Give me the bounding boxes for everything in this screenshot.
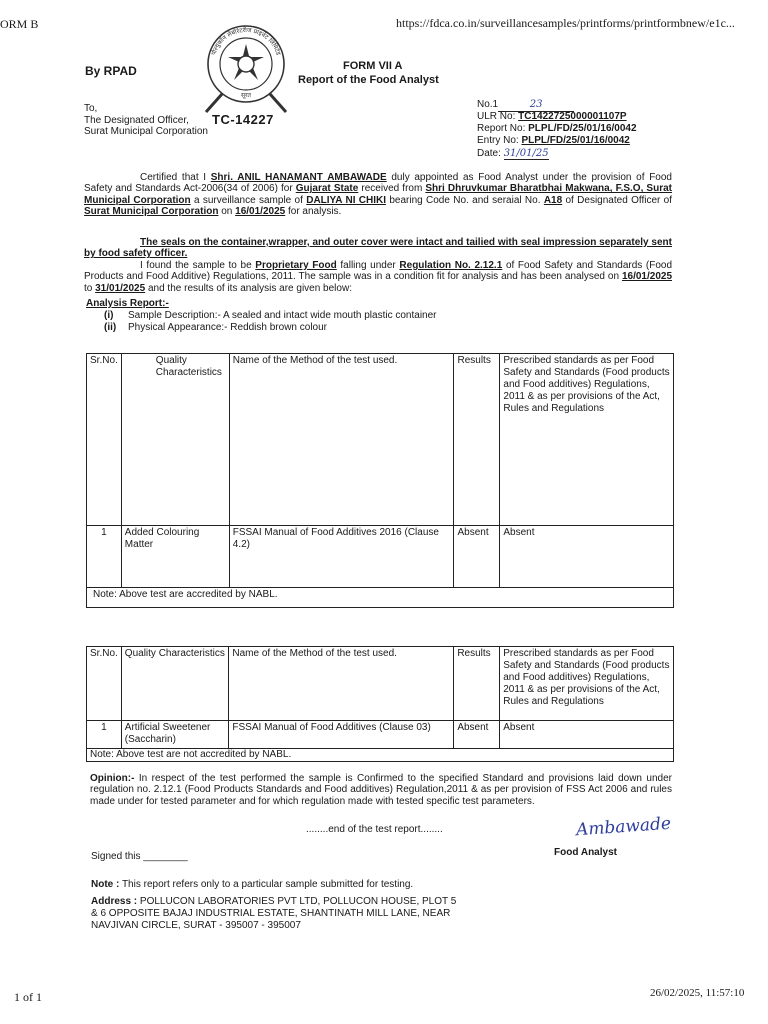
header-srno: Sr.No. — [87, 647, 122, 721]
sample-name: DALIYA NI CHIKI — [306, 194, 387, 206]
ref-number-value: 23 — [498, 99, 574, 112]
cell-quality: Added Colouring Matter — [121, 526, 229, 588]
lab-address — [91, 896, 456, 932]
dispatch-mode: By RPAD — [85, 64, 137, 78]
print-timestamp: 26/02/2025, 11:57:10 — [650, 987, 745, 999]
results-table-accredited — [86, 353, 674, 608]
state-name: Gujarat State — [295, 183, 359, 195]
ulr-number — [477, 111, 627, 123]
address-line-3: NAVJIVAN CIRCLE, SURAT - 395007 - 395007 — [91, 920, 301, 931]
cell-method: FSSAI Manual of Food Additives (Clause 03) — [229, 721, 454, 749]
report-value: PLPL/FD/25/01/16/0042 — [528, 123, 637, 134]
ulr-label: ULR No: — [477, 111, 516, 122]
cell-srno: 1 — [87, 526, 122, 588]
header-standard: Prescribed standards as per Food Safety and Standards (Food products and Food additives) Regulations, 2011 & as per provisions of the Act, Rules and Regulations — [500, 647, 674, 721]
received-date: 16/01/2025 — [235, 206, 286, 218]
entry-label: Entry No: — [477, 135, 519, 146]
cell-standard: Absent — [500, 526, 674, 588]
corporation-name: Surat Municipal Corporation — [84, 206, 219, 218]
header-standard: Prescribed standards as per Food Safety and Standards (Food products and Food additives) Regulations, 2011 & as per provisions of the Act, Rules and Regulations — [500, 354, 674, 526]
table-note: Note: Above test are accredited by NABL. — [87, 588, 674, 608]
table-header-row — [87, 354, 674, 526]
ref-number-label: No.1 — [477, 99, 499, 110]
signature-role: Food Analyst — [554, 847, 617, 858]
table-note-row — [87, 588, 674, 608]
footer-note-label: Note : — [91, 879, 120, 890]
cell-result: Absent — [454, 721, 500, 749]
seal-emblem-icon — [228, 44, 264, 80]
date-label: Date: — [477, 148, 501, 159]
seal-bottom-text: सूरत — [241, 92, 251, 99]
seal-ring-text: पोल्युकॉन लेबोरेटरीज प्राइवेट लिमिटेड — [210, 26, 282, 57]
footer-note-text: This report refers only to a particular sample submitted for testing. — [121, 879, 414, 890]
table-note: Note: Above test are not accredited by NABL. — [87, 749, 674, 762]
address-line-2: & 6 OPPOSITE BAJAJ INDUSTRIAL ESTATE, SHANTINATH MILL LANE, NEAR — [91, 908, 451, 919]
signed-this: Signed this ________ — [91, 851, 188, 862]
finding-paragraph: I found the sample to be Proprietary Food falling under Regulation No. 2.12.1 of Food Safety and Standards (Food Products and Food Additive) Regulations, 2011. The sample was in a condition fit for analysis and has been analysed on 16/01/2025 to 31/01/2025 and the results of its analysis are given below: — [84, 260, 673, 294]
food-category: Proprietary Food — [255, 260, 337, 271]
seals-statement: The seals on the container,wrapper, and outer cover were intact and tailied with seal impression separately sent by food safety officer. — [84, 237, 672, 260]
entry-number — [477, 135, 630, 147]
table-note-row — [87, 749, 674, 762]
analysis-item-1: (i) Sample Description:- A sealed and intact wide mouth plastic container — [104, 310, 437, 321]
lab-seal — [196, 22, 296, 120]
entry-value: PLPL/FD/25/01/16/0042 — [521, 135, 630, 146]
header-method: Name of the Method of the test used. — [229, 354, 454, 526]
cell-quality: Artificial Sweetener (Saccharin) — [121, 721, 229, 749]
address-label: Address : — [91, 896, 138, 907]
header-results: Results — [454, 647, 500, 721]
print-form-label: ORM B — [0, 17, 39, 31]
header-results: Results — [454, 354, 500, 526]
cell-method: FSSAI Manual of Food Additives 2016 (Clause 4.2) — [229, 526, 454, 588]
date-value: 31/01/25 — [503, 148, 549, 159]
analysis-heading: Analysis Report:- — [86, 298, 169, 309]
address-line-1: POLLUCON LABORATORIES PVT LTD, POLLUCON HOUSE, PLOT 5 — [139, 896, 457, 907]
analyst-name: Shri. ANIL HANAMANT AMBAWADE — [210, 172, 387, 183]
serial-number: A18 — [543, 194, 563, 206]
certificate-paragraph: Certified that I Shri. ANIL HANAMANT AMBAWADE duly appointed as Food Analyst under the provision of Food Safety and Standards Act-2006(34 of 2006) for Gujarat State received from Shri Dhruvkumar Bharatbhai Makwana, F.S.O, Surat Municipal Corporation a surveillance sample of DALIYA NI CHIKI bearing Code No. and seraial No. A18 of Designated Officer of Surat Municipal Corporation on 16/01/2025 for analysis. — [84, 172, 673, 218]
report-label: Report No: — [477, 123, 526, 134]
header-quality: Quality Characteristics — [121, 647, 229, 721]
report-date — [477, 148, 549, 160]
page-count: 1 of 1 — [14, 990, 42, 1004]
report-number — [477, 123, 637, 135]
officer-name: Shri Dhruvkumar Bharatbhai Makwana, F.S.O, Surat Municipal Corporation — [84, 183, 672, 206]
table-row — [87, 721, 674, 749]
opinion-text: In respect of the test performed the sample is Confirmed to the specified Standard and provisions laid down under regulation no. 2.12.1 (Food Products Standards and Food additives) Regulation,2011 & as per provision of FSS Act 2006 and rules made under for tested parameter and for which regulation made with tested specific test parameters. — [90, 773, 672, 807]
seal-number: TC-14227 — [212, 112, 274, 127]
results-table-non-accredited — [86, 646, 674, 762]
print-url: https://fdca.co.in/surveillancesamples/printforms/printformbnew/e1c... — [396, 16, 735, 30]
cell-standard: Absent — [500, 721, 674, 749]
table-header-row — [87, 647, 674, 721]
end-of-report: ........end of the test report........ — [306, 824, 443, 835]
analyst-signature: Ambawade — [575, 813, 672, 841]
ulr-value: TC1422725000001107P — [518, 111, 627, 122]
header-srno: Sr.No. — [87, 354, 122, 526]
regulation-number: Regulation No. 2.12.1 — [399, 260, 503, 271]
header-quality: Quality Characteristics — [121, 354, 229, 526]
footer-note — [91, 879, 413, 891]
opinion-paragraph — [90, 773, 672, 807]
header-method: Name of the Method of the test used. — [229, 647, 454, 721]
analysis-item-2: (ii) Physical Appearance:- Reddish brown colour — [104, 322, 327, 333]
addressee-to: To, — [84, 103, 98, 114]
table-row — [87, 526, 674, 588]
addressee-line-1: The Designated Officer, — [84, 115, 189, 126]
cell-srno: 1 — [87, 721, 122, 749]
cell-result: Absent — [454, 526, 500, 588]
form-number: FORM VII A — [343, 60, 403, 72]
analysis-to-date: 31/01/2025 — [95, 282, 146, 294]
report-title: Report of the Food Analyst — [298, 74, 439, 86]
analysis-from-date: 16/01/2025 — [621, 271, 673, 283]
opinion-label: Opinion:- — [90, 773, 135, 784]
addressee-line-2: Surat Municipal Corporation — [84, 126, 208, 137]
